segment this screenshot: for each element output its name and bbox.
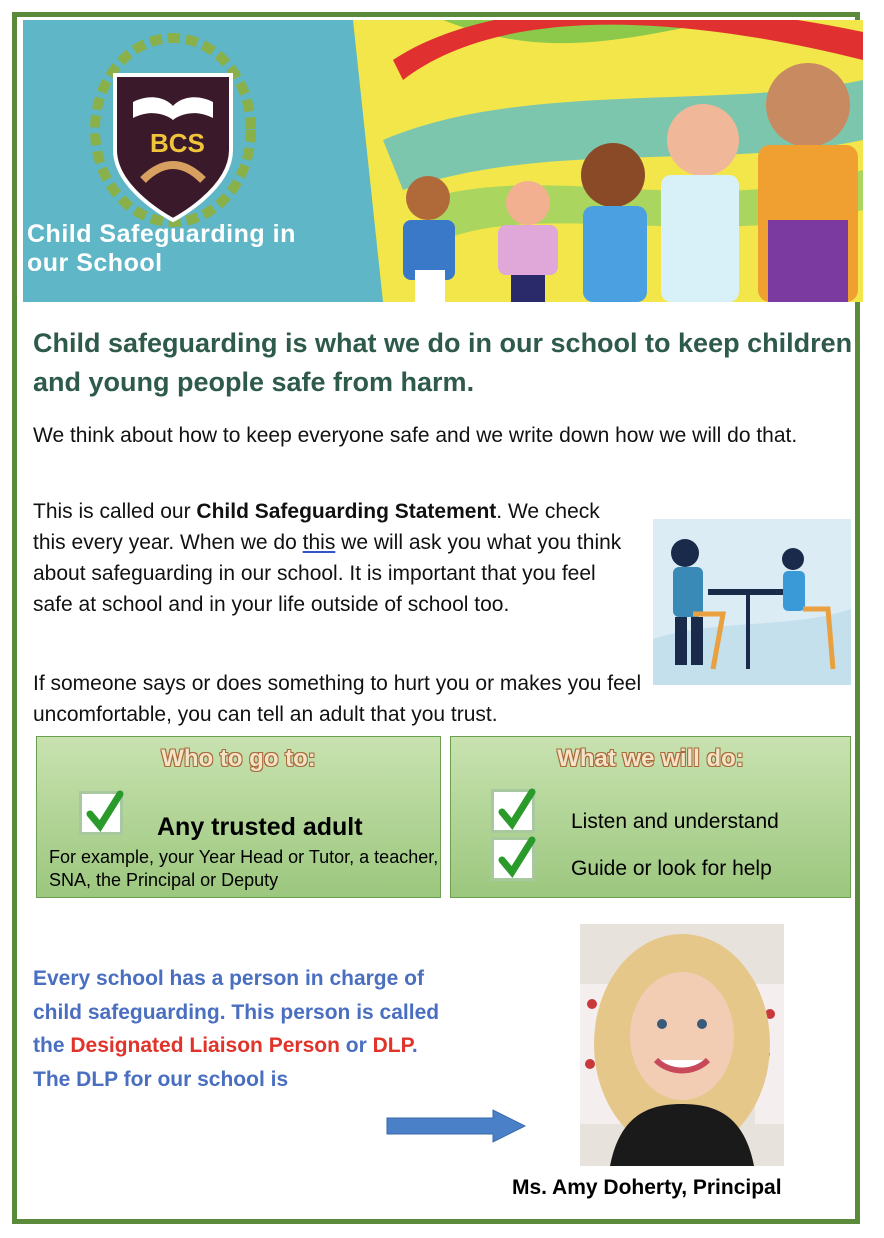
what-we-will-do-box — [450, 736, 851, 898]
teacher-student-illustration — [653, 519, 851, 685]
header-banner — [23, 20, 863, 302]
dlp-part2: or — [339, 1034, 373, 1057]
who-box-title: Who to go to: — [161, 745, 316, 772]
banner-title-line2: our School — [27, 249, 163, 277]
statement-middle: . We check this every year. When we do — [33, 500, 600, 554]
logo-text: BCS — [150, 128, 205, 158]
what-box-title: What we will do: — [557, 745, 744, 772]
tell-adult-paragraph: If someone says or does something to hurt you or makes you feel uncomfortable, you can tell an adult that you trust. — [33, 672, 642, 726]
statement-bold: Child Safeguarding Statement — [196, 500, 497, 523]
banner-title — [27, 220, 296, 278]
statement-suffix: we will ask you what you think about safeguarding in our school. It is important that you feel safe at school and in your life outside of school too. — [33, 531, 622, 616]
dlp-part1: Every school has a person in charge of child safeguarding. This person is called the — [33, 967, 440, 1057]
statement-underlined: this — [302, 531, 336, 554]
checkbox-icon — [491, 837, 535, 881]
dlp-red-abbrev: DLP — [372, 1034, 412, 1057]
page-headline: Child safeguarding is what we do in our school to keep children and young people safe from harm. — [33, 328, 853, 397]
dlp-description — [33, 962, 443, 1096]
who-to-go-to-box — [36, 736, 441, 898]
arrow-right-icon — [385, 1108, 527, 1144]
action-guide: Guide or look for help — [571, 857, 772, 880]
intro-paragraph: We think about how to keep everyone safe and we write down how we will do that. — [33, 424, 798, 447]
principal-caption: Ms. Amy Doherty, Principal — [512, 1176, 782, 1199]
action-listen: Listen and understand — [571, 810, 779, 833]
statement-prefix: This is called our — [33, 500, 197, 523]
dlp-part3: . The DLP for our school is — [33, 1034, 418, 1091]
banner-title-line1: Child Safeguarding in — [27, 220, 296, 248]
trusted-adult-example: For example, your Year Head or Tutor, a teacher, SNA, the Principal or Deputy — [49, 847, 439, 890]
statement-paragraph — [33, 496, 633, 620]
checkbox-icon — [491, 789, 535, 833]
principal-photo — [580, 924, 784, 1166]
dlp-red-term: Designated Liaison Person — [70, 1034, 340, 1057]
trusted-adult-label: Any trusted adult — [157, 813, 363, 841]
checkbox-icon — [79, 791, 123, 835]
